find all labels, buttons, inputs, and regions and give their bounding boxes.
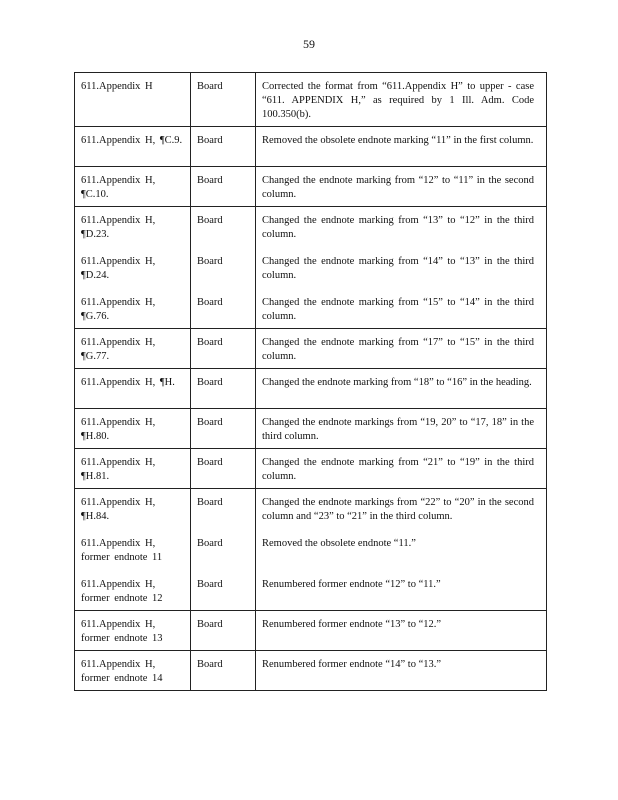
- table-row: [75, 449, 547, 489]
- amendments-table: [74, 72, 547, 691]
- section-cell: [75, 73, 191, 127]
- by-text: Board: [197, 579, 223, 590]
- section-cell-content: [75, 489, 190, 610]
- description-text: Changed the endnote marking from “15” to “14” in the third column.: [262, 297, 534, 322]
- section-text: 611.Appendix H, former endnote 14: [81, 659, 163, 684]
- section-cell: [75, 489, 191, 611]
- description-cell-content: [256, 369, 546, 408]
- section-cell: [75, 611, 191, 651]
- changed-by-cell: [191, 651, 256, 691]
- by-text: Board: [197, 619, 223, 630]
- changed-by-cell-content: [191, 651, 255, 690]
- section-cell-content: [75, 449, 190, 488]
- section-cell: [75, 449, 191, 489]
- section-cell-content: [75, 611, 190, 650]
- table-row: [75, 207, 547, 329]
- by-text: Board: [197, 135, 223, 146]
- section-cell: [75, 207, 191, 329]
- by-text: Board: [197, 81, 223, 92]
- description-text: Removed the obsolete endnote “11.”: [262, 538, 416, 549]
- by-text: Board: [197, 497, 223, 508]
- section-cell: [75, 329, 191, 369]
- section-text: 611.Appendix H, ¶G.76.: [81, 297, 156, 322]
- description-cell-content: [256, 329, 546, 368]
- page-number: 59: [303, 37, 315, 51]
- by-text: Board: [197, 337, 223, 348]
- description-text: Changed the endnote marking from “13” to “12” in the third column.: [262, 215, 534, 240]
- section-text: 611.Appendix H, ¶G.77.: [81, 337, 156, 362]
- by-text: Board: [197, 256, 223, 267]
- description-cell-content: [256, 127, 546, 166]
- by-text: Board: [197, 659, 223, 670]
- changed-by-cell: [191, 207, 256, 329]
- section-text: 611.Appendix H, ¶D.23.: [81, 215, 156, 240]
- table-row: [75, 489, 547, 611]
- table-row: [75, 409, 547, 449]
- section-text: 611.Appendix H, ¶H.80.: [81, 417, 156, 442]
- description-cell-content: [256, 489, 546, 610]
- changed-by-cell-content: [191, 329, 255, 368]
- description-cell-content: [256, 207, 546, 328]
- description-cell: [256, 449, 547, 489]
- description-text: Changed the endnote marking from “14” to “13” in the third column.: [262, 256, 534, 281]
- changed-by-cell-content: [191, 73, 255, 112]
- section-cell-content: [75, 127, 190, 166]
- section-cell-content: [75, 73, 190, 112]
- description-cell-content: [256, 651, 546, 690]
- by-text: Board: [197, 417, 223, 428]
- table-row: [75, 369, 547, 409]
- description-text: Corrected the format from “611.Appendix H” to upper - case “611. APPENDIX H,” as required by 1 Ill. Adm. Code 100.350(b).: [262, 81, 534, 120]
- changed-by-cell: [191, 167, 256, 207]
- changed-by-cell: [191, 611, 256, 651]
- description-cell: [256, 73, 547, 127]
- section-text: 611.Appendix H, ¶H.81.: [81, 457, 156, 482]
- section-text: 611.Appendix H, former endnote 12: [81, 579, 163, 604]
- changed-by-cell-content: [191, 207, 255, 328]
- description-text: Changed the endnote marking from “17” to “15” in the third column.: [262, 337, 534, 362]
- description-cell-content: [256, 611, 546, 650]
- by-text: Board: [197, 457, 223, 468]
- table-row: [75, 73, 547, 127]
- section-text: 611.Appendix H: [81, 81, 153, 92]
- description-cell-content: [256, 167, 546, 206]
- section-cell-content: [75, 207, 190, 328]
- section-cell: [75, 167, 191, 207]
- section-text: 611.Appendix H, ¶H.: [81, 377, 175, 388]
- changed-by-cell: [191, 73, 256, 127]
- description-cell-content: [256, 409, 546, 448]
- table-row: [75, 329, 547, 369]
- by-text: Board: [197, 175, 223, 186]
- section-text: 611.Appendix H, former endnote 13: [81, 619, 163, 644]
- changed-by-cell: [191, 409, 256, 449]
- description-text: Changed the endnote marking from “21” to “19” in the third column.: [262, 457, 534, 482]
- by-text: Board: [197, 377, 223, 388]
- section-cell-content: [75, 167, 190, 206]
- table-row: [75, 127, 547, 167]
- description-cell: [256, 127, 547, 167]
- amendments-table-body: [75, 73, 547, 691]
- description-cell: [256, 651, 547, 691]
- section-cell: [75, 369, 191, 409]
- section-text: 611.Appendix H, former endnote 11: [81, 538, 163, 563]
- table-row: [75, 167, 547, 207]
- description-cell: [256, 369, 547, 409]
- description-cell: [256, 611, 547, 651]
- changed-by-cell-content: [191, 167, 255, 206]
- changed-by-cell: [191, 127, 256, 167]
- changed-by-cell-content: [191, 409, 255, 448]
- description-text: Changed the endnote marking from “12” to “11” in the second column.: [262, 175, 534, 200]
- changed-by-cell: [191, 329, 256, 369]
- by-text: Board: [197, 297, 223, 308]
- section-cell-content: [75, 369, 190, 408]
- description-text: Renumbered former endnote “12” to “11.”: [262, 579, 441, 590]
- section-cell-content: [75, 329, 190, 368]
- by-text: Board: [197, 215, 223, 226]
- changed-by-cell-content: [191, 449, 255, 488]
- section-cell-content: [75, 409, 190, 448]
- section-text: 611.Appendix H, ¶H.84.: [81, 497, 156, 522]
- description-cell: [256, 329, 547, 369]
- table-row: [75, 611, 547, 651]
- description-text: Removed the obsolete endnote marking “11” in the first column.: [262, 135, 534, 146]
- description-text: Changed the endnote markings from “19, 20” to “17, 18” in the third column.: [262, 417, 534, 442]
- section-cell: [75, 651, 191, 691]
- description-cell-content: [256, 449, 546, 488]
- description-text: Renumbered former endnote “13” to “12.”: [262, 619, 442, 630]
- description-cell: [256, 207, 547, 329]
- description-cell: [256, 489, 547, 611]
- table-row: [75, 651, 547, 691]
- by-text: Board: [197, 538, 223, 549]
- section-cell: [75, 127, 191, 167]
- section-text: 611.Appendix H, ¶C.9.: [81, 135, 183, 146]
- description-text: Changed the endnote markings from “22” to “20” in the second column and “23” to “21” in the third column.: [262, 497, 534, 522]
- description-cell: [256, 167, 547, 207]
- changed-by-cell-content: [191, 489, 255, 610]
- changed-by-cell-content: [191, 611, 255, 650]
- changed-by-cell: [191, 489, 256, 611]
- changed-by-cell: [191, 449, 256, 489]
- changed-by-cell-content: [191, 127, 255, 166]
- description-cell-content: [256, 73, 546, 126]
- section-text: 611.Appendix H, ¶D.24.: [81, 256, 156, 281]
- section-cell-content: [75, 651, 190, 690]
- description-text: Renumbered former endnote “14” to “13.”: [262, 659, 442, 670]
- changed-by-cell: [191, 369, 256, 409]
- description-cell: [256, 409, 547, 449]
- changed-by-cell-content: [191, 369, 255, 408]
- description-text: Changed the endnote marking from “18” to “16” in the heading.: [262, 377, 532, 388]
- section-text: 611.Appendix H, ¶C.10.: [81, 175, 156, 200]
- section-cell: [75, 409, 191, 449]
